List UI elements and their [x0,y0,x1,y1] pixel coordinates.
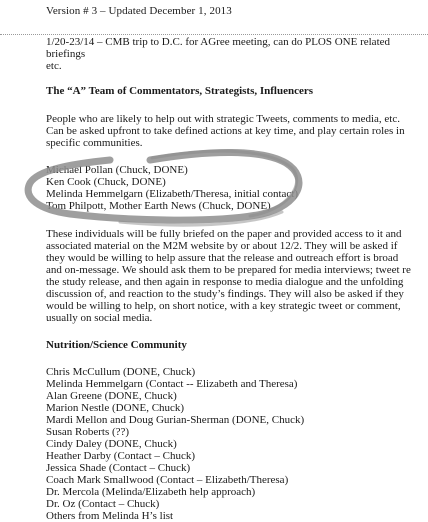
document-body [46,36,418,522]
list-item: Cindy Daley (DONE, Chuck) [46,438,177,450]
list-item: Heather Darby (Contact – Chuck) [46,450,196,462]
briefing-line: These individuals will be fully briefed on the paper and provided access to it and [46,228,402,240]
list-item: Susan Roberts (??) [46,426,130,438]
list-item: Tom Philpott, Mother Earth News (Chuck, DONE) [46,200,271,212]
briefing-line: discussion of, and reaction to the study’s findings. They will also be asked if they [46,288,404,300]
briefing-line: they would be willing to help assure that the release and outreach effort is broad [46,252,399,264]
list-item: Coach Mark Smallwood (Contact – Elizabeth/Theresa) [46,474,289,486]
list-item: Alan Greene (DONE, Chuck) [46,390,177,402]
intro-line: Can be asked upfront to take defined actions at key time, and play certain roles in [46,125,405,137]
list-item: Melinda Hemmelgarn (Elizabeth/Theresa, initial contact) [46,188,298,200]
list-item: Ken Cook (Chuck, DONE) [46,176,166,188]
nutrition-list [46,366,418,522]
a-team-list [46,164,418,212]
a-team-intro [46,113,418,149]
briefing-line: would be willing to help, on short notice, with a key strategic tweet or comment, [46,300,401,312]
list-item: Dr. Mercola (Melinda/Elizabeth help approach) [46,486,256,498]
a-team-heading: The “A” Team of Commentators, Strategists, Influencers [46,85,314,97]
list-item: Melinda Hemmelgarn (Contact -- Elizabeth and Theresa) [46,378,298,390]
list-item: Jessica Shade (Contact – Chuck) [46,462,191,474]
intro-line: People who are likely to help out with strategic Tweets, comments to media, etc. [46,113,400,125]
list-item: Michael Pollan (Chuck, DONE) [46,164,188,176]
intro-line: specific communities. [46,137,143,149]
list-item: Chris McCullum (DONE, Chuck) [46,366,196,378]
version-label: Version # 3 – Updated December 1, 2013 [46,5,232,17]
briefing-line: associated material on the M2M website by or about 12/2. They will be asked if [46,240,398,252]
list-item: Dr. Oz (Contact – Chuck) [46,498,160,510]
briefing-line: usually on social media. [46,312,153,324]
trip-note-line: etc. [46,60,62,72]
briefing-paragraph [46,228,418,324]
list-item: Marion Nestle (DONE, Chuck) [46,402,185,414]
nutrition-heading: Nutrition/Science Community [46,339,187,351]
list-item: Others from Melinda H’s list [46,510,174,522]
trip-note-line: 1/20-23/14 – CMB trip to D.C. for AGree meeting, can do PLOS ONE related briefings [46,36,391,60]
trip-note [46,36,418,72]
briefing-line: the study release, and then again in response to media dialogue and the unfolding [46,276,404,288]
briefing-line: and on-message. We should ask them to be prepared for media interviews; tweet re [46,264,411,276]
page-header [0,0,428,35]
page-break-divider [0,34,428,35]
list-item: Mardi Mellon and Doug Gurian-Sherman (DONE, Chuck) [46,414,305,426]
